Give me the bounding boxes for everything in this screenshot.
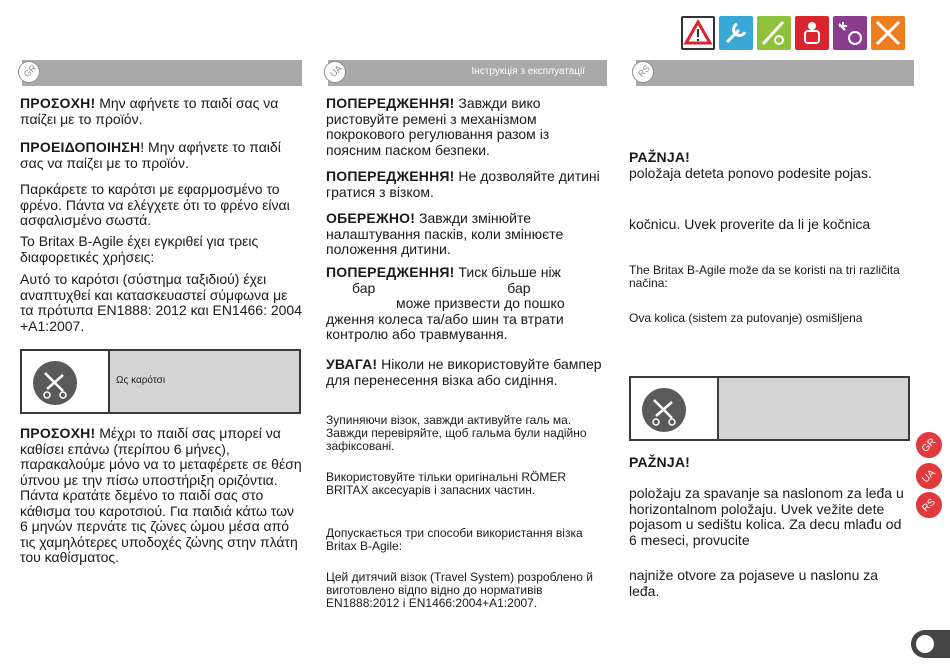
ua-paragraph-5: УВАГА! Ніколи не використовуйте бампер для перенесення візка або сидіння. — [326, 356, 602, 388]
ua-paragraph-7: Використовуйте тільки оригінальні RÖMER BRITAX аксесуарів і запасних частин. — [326, 470, 567, 497]
ua-paragraph-2: ПОПЕРЕДЖЕННЯ! Не дозволяйте дитині гратися з візком. — [326, 168, 600, 200]
ua-paragraph-3: ОБЕРЕЖНО! Завжди змінюйте налаштування пасків, коли змінюєте положення дитини. — [326, 210, 564, 257]
magic-stroller-icon — [833, 16, 867, 50]
side-tab-ua[interactable]: UA — [914, 461, 944, 491]
child-seat-icon — [795, 16, 829, 50]
rs-paragraph-2: kočnicu. Uvek proverite da li je kočnica — [629, 216, 871, 232]
ua-column-header — [328, 60, 607, 86]
wrench-icon — [719, 16, 753, 50]
rs-paragraph-6: najniže otvore za pojaseve u naslonu za leđa. — [629, 567, 879, 599]
stroller-icon — [33, 361, 77, 405]
rs-paragraph-3: The Britax B-Agile može da se koristi na tri različita načina: — [629, 263, 900, 290]
ua-paragraph-9: Цей дитячий візок (Travel System) розроблено й виготовлено відпо відно до нормативів EN1888:2012 і EN1466:2004+A1:2007. — [326, 570, 593, 610]
icon-strip — [681, 16, 905, 52]
rs-language-badge: RS — [632, 61, 654, 83]
gr-paragraph-3: Παρκάρετε το καρότσι με εφαρμοσμένο το φρένο. Πάντα να ελέγχετε ότι το φρένο είναι ασφαλισμένο σωστά. — [20, 181, 290, 228]
side-tab-gr[interactable]: GR — [914, 430, 944, 460]
gr-paragraph-5: Αυτό το καρότσι (σύστημα ταξιδιού) έχει αναπτυχθεί και κατασκευαστεί σύμφωνα με τα πρότυπα EN1888: 2012 και EN1466: 2004 +A1:2007. — [20, 271, 303, 334]
ua-paragraph-6: Зупиняючи візок, завжди активуйте галь ма. Завжди перевіряйте, щоб гальма були надійно зафіксовані. — [326, 413, 587, 453]
no-stroller-icon — [871, 16, 905, 50]
rs-column-header — [636, 60, 914, 86]
gr-column-header — [22, 60, 302, 86]
page-tab — [911, 630, 950, 658]
gr-paragraph-4: Το Britax B-Agile έχει εγκριθεί για τρεις διαφορετικές χρήσεις: — [20, 233, 259, 265]
ua-paragraph-8: Допускається три способи використання візка Britax B-Agile: — [326, 526, 583, 553]
stroller-icon — [757, 16, 791, 50]
gr-stroller-mode-label: Ως καρότσι — [116, 375, 166, 386]
rs-paragraph-4: Ova kolica (sistem za putovanje) osmišljena — [629, 311, 863, 325]
gr-language-badge: GR — [18, 61, 40, 83]
ua-paragraph-1: ПОПЕРЕДЖЕННЯ! Завжди вико ристовуйте ремені з механізмом покрокового регулювання разом із поясним паском безпеки. — [326, 95, 550, 158]
stroller-icon — [642, 388, 686, 432]
gr-stroller-mode-box — [20, 349, 301, 414]
ua-header-text: Інструкція з експлуатації — [471, 66, 585, 77]
page-tab-circle — [916, 635, 934, 653]
ua-language-badge: UA — [324, 61, 346, 83]
rs-stroller-icon-cell — [631, 378, 719, 439]
rs-stroller-mode-box — [629, 376, 910, 441]
side-tab-rs[interactable]: RS — [914, 490, 944, 520]
gr-paragraph-1: ΠΡΟΣΟΧΗ! Μην αφήνετε το παιδί σας να παίζει με το προϊόν. — [20, 95, 279, 127]
gr-paragraph-2: ΠΡΟΕΙΔΟΠΟΙΗΣΗ! Μην αφήνετε το παιδί σας να παίζει με το προϊόν. — [20, 139, 281, 171]
gr-stroller-icon-cell — [22, 351, 110, 412]
rs-paragraph-1: PAŽNJA! položaja deteta ponovo podesite pojas. — [629, 149, 872, 181]
warning-triangle-icon — [681, 16, 715, 50]
gr-paragraph-6: ΠΡΟΣΟΧΗ! Μέχρι το παιδί σας μπορεί να καθίσει επάνω (περίπου 6 μήνες), παρακαλούμε μόνο να το μεταφέρετε σε θέση ύπνου με την πίσω υποστήριξη οριζόντια. Πάντα κρατάτε δεμένο το παιδί σας στο κάθισμα του καροτσιού. Για παιδιά κάτω των 6 μηνών περνάτε τις ζώνες ώμου μέσα από τις χαμηλότερες υποδοχές ζώνης στην πλάτη του καθίσματος. — [20, 425, 302, 565]
ua-paragraph-4: ПОПЕРЕДЖЕННЯ! Тиск більше ніж бар бар може призвести до пошко дження колеса та/або шин та втрати контролю або травмування. — [326, 264, 565, 342]
rs-paragraph-5: PAŽNJA! položaju za spavanje sa naslonom za leđa u horizontalnom položaju. Uvek vežite dete pojasom u sedištu kolica. Za decu mlađu od 6 meseci, provucite — [629, 454, 904, 548]
